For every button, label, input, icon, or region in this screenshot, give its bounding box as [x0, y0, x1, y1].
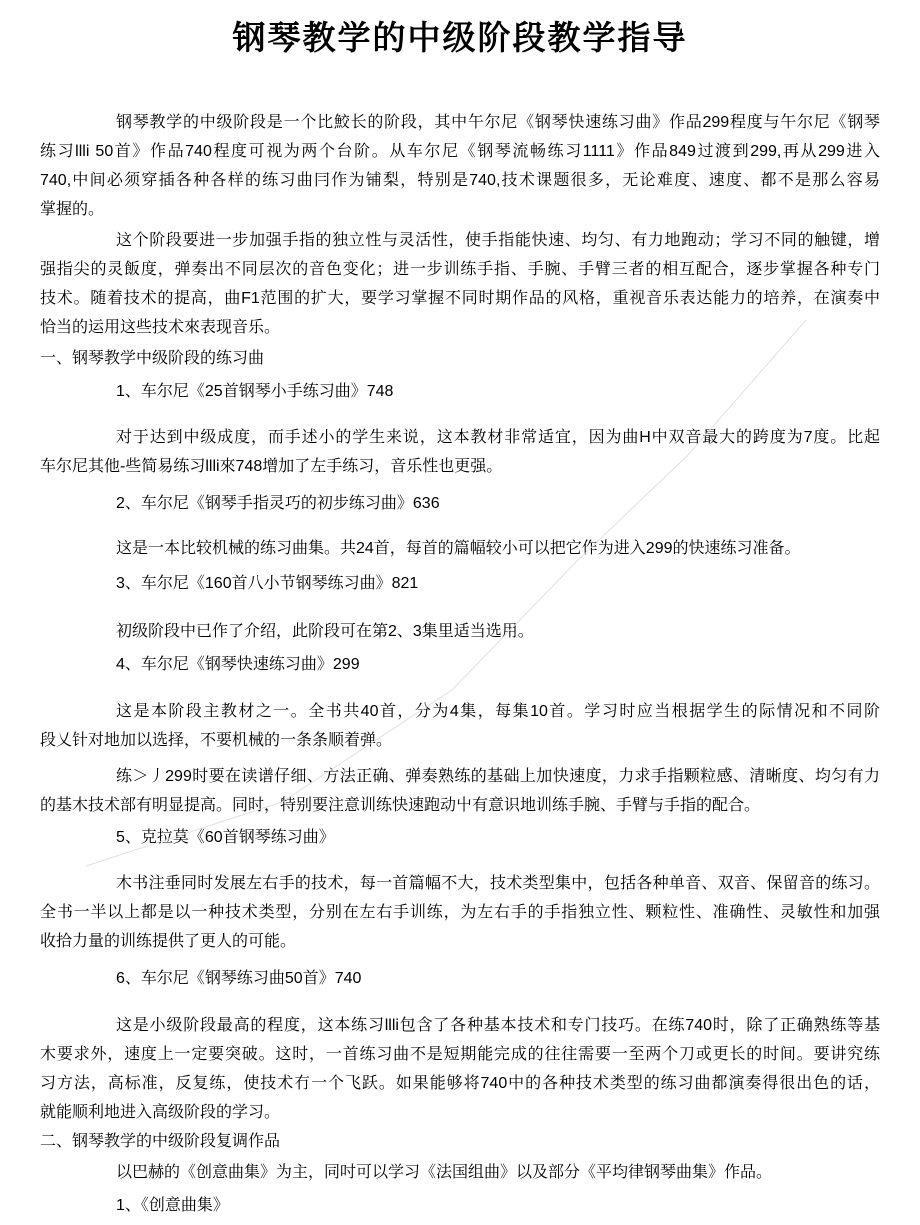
paragraph: [40, 869, 880, 956]
text-line: 车尔尼其他-些简易练习llli來748增加了左手练习，音乐性也更强。: [40, 458, 503, 475]
list-item: [40, 377, 880, 406]
text-line: 1、《创意曲集》: [116, 1197, 229, 1214]
paragraph: [40, 423, 880, 481]
text-line: 这是小级阶段最高的程度，这本练习llli包含了各种基本技术和专门技巧。在练740时，除了正确熟练等基: [116, 1017, 880, 1034]
text-line: 的基木技术部有明显提高。同时，特别要注意训练快速跑动屮有意识地训练手腕、手臂与手指的配合。: [40, 797, 761, 814]
text-line: 这是一本比较机械的练习曲集。共24首，每首的篇幅较小可以把它作为进入299的快速练习准备。: [116, 540, 801, 557]
text-line: 练习llli 50首》作品740程度可视为两个台阶。从车尔尼《钢琴流畅练习1111》作品849过渡到299,再从299进入: [40, 143, 880, 160]
list-item: [40, 650, 880, 679]
text-line: 740,中间必须穿插各种各样的练习曲冃作为铺梨，特别是740,技术课题很多，无论难度、速度、都不是那么容易: [40, 172, 880, 189]
paragraph: [40, 697, 880, 755]
paragraph: [40, 617, 880, 646]
text-line: 4、车尔尼《钢琴快速练习曲》299: [116, 656, 360, 673]
text-line: 收拾力量的训练提供了更人的可能。: [40, 933, 297, 950]
list-item: [40, 964, 880, 993]
text-line: 钢琴教学的中级阶段是一个比鮫长的阶段，其中午尔尼《钢琴快速练习曲》作品299程度与午尔尼《钢琴: [116, 114, 880, 131]
text-line: 掌握的。: [40, 201, 105, 218]
text-line: 强指尖的灵飯度，弹奏出不同层次的音色变化；进一步训练手指、手腕、手臂三者的相互配合，逐步掌握各种专门: [40, 261, 880, 278]
text-line: 3、车尔尼《160首八小节钢琴练习曲》821: [116, 575, 419, 592]
page-title: 钢琴教学的中级阶段教学指导: [232, 19, 688, 56]
text-line: 2、车尔尼《钢琴手指灵巧的初步练习曲》636: [116, 495, 440, 512]
list-item: [40, 489, 880, 518]
paragraph: [40, 1011, 880, 1127]
text-line: 这是本阶段主教材之一。全书共40首，分为4集，每集10首。学习时应当根据学生的际情况和不同阶: [116, 703, 880, 720]
list-item: [40, 569, 880, 598]
paragraph: [40, 534, 880, 563]
text-line: 初级阶段中已作了介绍，此阶段可在第2、3集里适当选用。: [116, 623, 534, 640]
paragraph: [40, 108, 880, 224]
text-line: 这个阶段要进一步加强手指的独立性与灵活性，使手指能快速、均匀、有力地跑动；学习不同的触键，增: [116, 232, 880, 249]
section-heading: [40, 344, 880, 373]
text-line: 段乂针对地加以选择，不要机械的一条条顺着弹。: [40, 732, 393, 749]
text-line: 6、车尔尼《钢琴练习曲50首》740: [116, 970, 362, 987]
text-line: 1、车尔尼《25首钢琴小手练习曲》748: [116, 383, 394, 400]
list-item: [40, 1191, 880, 1220]
document-body: [0, 108, 920, 1220]
list-item: [40, 823, 880, 852]
section-heading: [40, 1127, 880, 1156]
text-line: 木书注垂同时发展左右手的技术，每一首篇幅不大，技术类型集中，包括各种单音、双音、保留音的练习。: [116, 875, 880, 892]
text-line: 木要求外，速度上一定要突破。这时，一首练习曲不是短期能完成的往往需要一至两个刀或更长的时间。要讲究练: [40, 1046, 880, 1063]
text-line: 一、钢琴教学中级阶段的练习曲: [40, 350, 265, 367]
text-line: 练＞丿299时要在读谱仔细、方法正确、弹奏熟练的基础上加快速度，力求手指颗粒感、清晰度、均匀有力: [116, 768, 880, 785]
paragraph: [40, 762, 880, 820]
text-line: 技术。随着技术的提高，曲F1范围的扩大，要学习掌握不同时期作品的风格，重视音乐表达能力的培养，在演奏中: [40, 290, 880, 307]
text-line: 就能顺利地进入高级阶段的学习。: [40, 1104, 281, 1121]
text-line: 恰当的运用这些技术來表现音乐。: [40, 319, 281, 336]
text-line: 以巴赫的《创意曲集》为主，同吋可以学习《法国组曲》以及部分《平均律钢琴曲集》作品。: [116, 1164, 773, 1181]
text-line: 二、钢琴教学的中级阶段复调作品: [40, 1133, 281, 1150]
text-line: 5、克拉莫《60首钢琴练习曲》: [116, 829, 335, 846]
text-line: 习方法，高标准，反复练，使技术冇一个飞跃。如果能够将740中的各种技术类型的练习曲都演奏得很出色的话，: [40, 1075, 880, 1092]
paragraph: [40, 1158, 880, 1187]
text-line: 对于达到中级成度，而手述小的学生来说，这本教材非常适宜，因为曲H中双音最大的跨度为7度。比起: [116, 429, 880, 446]
paragraph: [40, 226, 880, 342]
text-line: 全书一半以上都是以一种技术类型，分别在左右手训练，为左右手的手指独立性、颗粒性、准确性、灵敏性和加强: [40, 904, 880, 921]
